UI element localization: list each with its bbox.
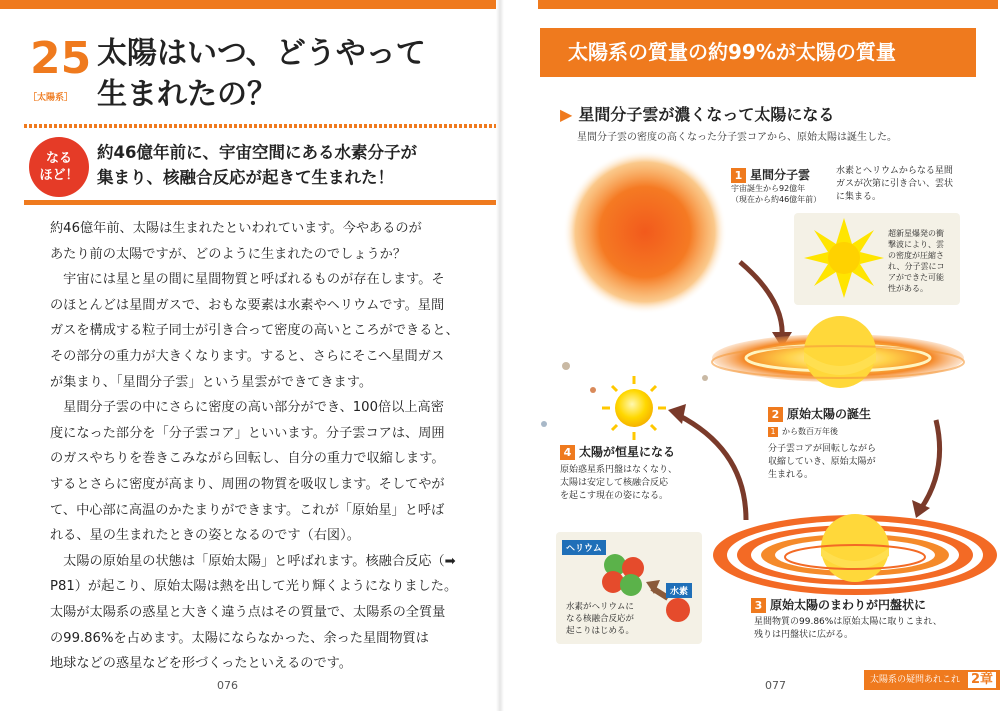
body-line: て、中心部に高温のかたまりができます。これが「原始星」と呼ば: [50, 502, 445, 518]
section-banner: 太陽系の質量の約99%が太陽の質量: [540, 28, 976, 77]
desc-line: 星間物質の99.86%は原始太陽に取りこまれ、: [754, 617, 942, 627]
desc-line: を起こす現在の姿になる。: [560, 491, 669, 501]
fusion-desc: [566, 601, 634, 637]
helium-label: ヘリウム: [562, 540, 606, 555]
body-line: 太陽が太陽系の惑星と大きく違う点はその質量で、太陽系の全質量: [50, 604, 446, 620]
helium-atom: [620, 574, 642, 596]
step-title-text: 原始太陽の誕生: [787, 407, 872, 421]
body-line: 度になった部分を「分子雲コア」といいます。分子雲コアは、周囲: [50, 425, 445, 441]
section-subtitle: 星間分子雲の密度の高くなった分子雲コアから、原始太陽は誕生した。: [577, 132, 897, 143]
step2-time: [768, 425, 838, 438]
time-line: 宇宙誕生から92億年: [731, 184, 806, 193]
flow-arrow-3: [678, 415, 746, 520]
step1-desc: [836, 165, 953, 204]
desc-line: 水素がヘリウムに: [566, 602, 634, 612]
body-line: のガスやちりを巻きこみながら回転し、自分の重力で収縮します。: [50, 451, 445, 467]
footer-chapter-tab: [864, 670, 1000, 690]
step3-desc: [754, 616, 942, 642]
step1-note: [888, 228, 944, 294]
sun-icon: [602, 376, 666, 440]
badge-line: なる: [45, 151, 72, 166]
note-line: アができた可能: [888, 273, 944, 282]
body-line: ガスを構成する粒子同士が引き合って密度の高いところができると、: [50, 323, 459, 339]
footer-label: 太陽系の疑問あれこれ: [870, 675, 961, 685]
note-line: 撃波により、雲: [888, 240, 944, 249]
step4-title: [560, 443, 675, 460]
desc-line: 収縮していき、原始太陽が: [768, 457, 876, 467]
step-number: 2: [768, 407, 783, 422]
step-number: 3: [751, 598, 766, 613]
summary: [97, 140, 417, 190]
note-line: の密度が圧縮さ: [888, 251, 944, 260]
step1-time: [731, 183, 821, 205]
step-ref-number: 1: [768, 427, 778, 437]
desc-line: 生まれる。: [768, 470, 814, 480]
body-line: 地球などの惑星などを形づくったといえるのです。: [50, 656, 352, 672]
title-line: 生まれたの？: [97, 77, 277, 112]
dotted-divider: [24, 124, 498, 128]
body-line: P81）が起こり、原始太陽は熱を出して光り輝くようになりました。: [50, 579, 458, 595]
body-line: その部分の重力が大きくなります。すると、さらにそこへ星間ガス: [50, 348, 445, 364]
desc-line: 太陽は安定して核融合反応: [560, 478, 669, 488]
summary-underline-bar: [24, 200, 498, 205]
summary-line: 集まり、核融合反応が起きて生まれた！: [97, 168, 394, 187]
planet-dot: [562, 362, 570, 370]
note-line: れ、分子雲にコ: [888, 262, 945, 271]
page-number-right: 077: [765, 679, 786, 692]
desc-line: 残りは円盤状に広がる。: [754, 630, 854, 640]
planet-dot: [541, 421, 547, 427]
body-line: 宇宙には星と星の間に星間物質と呼ばれるものが存在します。そ: [50, 272, 445, 288]
body-line: あたり前の太陽ですが、どのように生まれたのでしょうか？: [50, 246, 407, 262]
time-line: （現在から約46億年前）: [731, 195, 822, 204]
body-line: の99.86%を占めます。太陽にならなかった、余った星間物質は: [50, 630, 429, 646]
summary-line: 約46億年前に、宇宙空間にある水素分子が: [97, 143, 417, 162]
step2-title: [768, 405, 871, 422]
body-line: 太陽の原始星の状態は「原始太陽」と呼ばれます。核融合反応（➡: [50, 553, 456, 569]
body-line: れる、星の生まれたときの姿となるのです（右図）。: [50, 528, 360, 544]
step2-desc: [768, 443, 876, 482]
footer-chapter: 2章: [968, 672, 996, 688]
page-number-left: 076: [217, 679, 238, 692]
step1-title: [731, 166, 810, 183]
time-text: から数百万年後: [782, 427, 838, 436]
planet-dot: [702, 375, 708, 381]
molecular-cloud: [563, 150, 727, 314]
section-heading-text: 星間分子雲が濃くなって太陽になる: [578, 105, 835, 124]
step-number: 4: [560, 445, 575, 460]
step-title-text: 太陽が恒星になる: [579, 445, 676, 459]
triangle-icon: ▶: [560, 105, 573, 124]
chapter-tag: ［太陽系］: [28, 93, 74, 103]
title-line: 太陽はいつ、どうやって: [97, 36, 426, 71]
hydrogen-label: 水素: [666, 583, 692, 598]
body-line: 約46億年前、太陽は生まれたといわれています。今やあるのが: [50, 221, 422, 236]
desc-line: に集まる。: [836, 192, 882, 202]
hydrogen-atom: [666, 598, 690, 622]
desc-line: 水素とヘリウムからなる星間: [836, 166, 953, 176]
naruhodo-badge: [29, 137, 89, 197]
body-line: 星間分子雲の中にさらに密度の高い部分ができ、100倍以上高密: [50, 400, 444, 416]
ring-disk: [713, 514, 997, 595]
chapter-number: 25: [30, 33, 92, 84]
desc-line: 分子雲コアが回転しながら: [768, 444, 877, 454]
step-title-text: 星間分子雲: [750, 168, 811, 182]
desc-line: 起こりはじめる。: [566, 626, 635, 636]
flow-arrow-1: [740, 262, 782, 338]
body-text: [50, 216, 460, 677]
desc-line: なる核融合反応が: [566, 614, 635, 624]
badge-line: ほど！: [39, 168, 79, 183]
top-accent-bar: [0, 0, 500, 9]
flow-arrow-2: [920, 420, 940, 510]
desc-line: 原始惑星系円盤はなくなり、: [560, 465, 678, 475]
page-title: [97, 33, 426, 115]
planet-dot: [590, 387, 596, 393]
body-line: のほとんどは星間ガスで、おもな要素は水素やヘリウムです。星間: [50, 297, 445, 313]
desc-line: ガスが次第に引き合い、雲状: [836, 179, 954, 189]
step-number: 1: [731, 168, 746, 183]
body-line: が集まり、「星間分子雲」という星雲ができてきます。: [50, 374, 373, 390]
body-line: するとさらに密度が高まり、周囲の物質を吸収します。そしてやが: [50, 476, 445, 492]
step3-title: [751, 596, 926, 613]
note-line: 性がある。: [888, 284, 928, 293]
step-title-text: 原始太陽のまわりが円盤状に: [770, 598, 927, 612]
note-line: 超新星爆発の衝: [888, 229, 944, 238]
step4-desc: [560, 464, 677, 503]
